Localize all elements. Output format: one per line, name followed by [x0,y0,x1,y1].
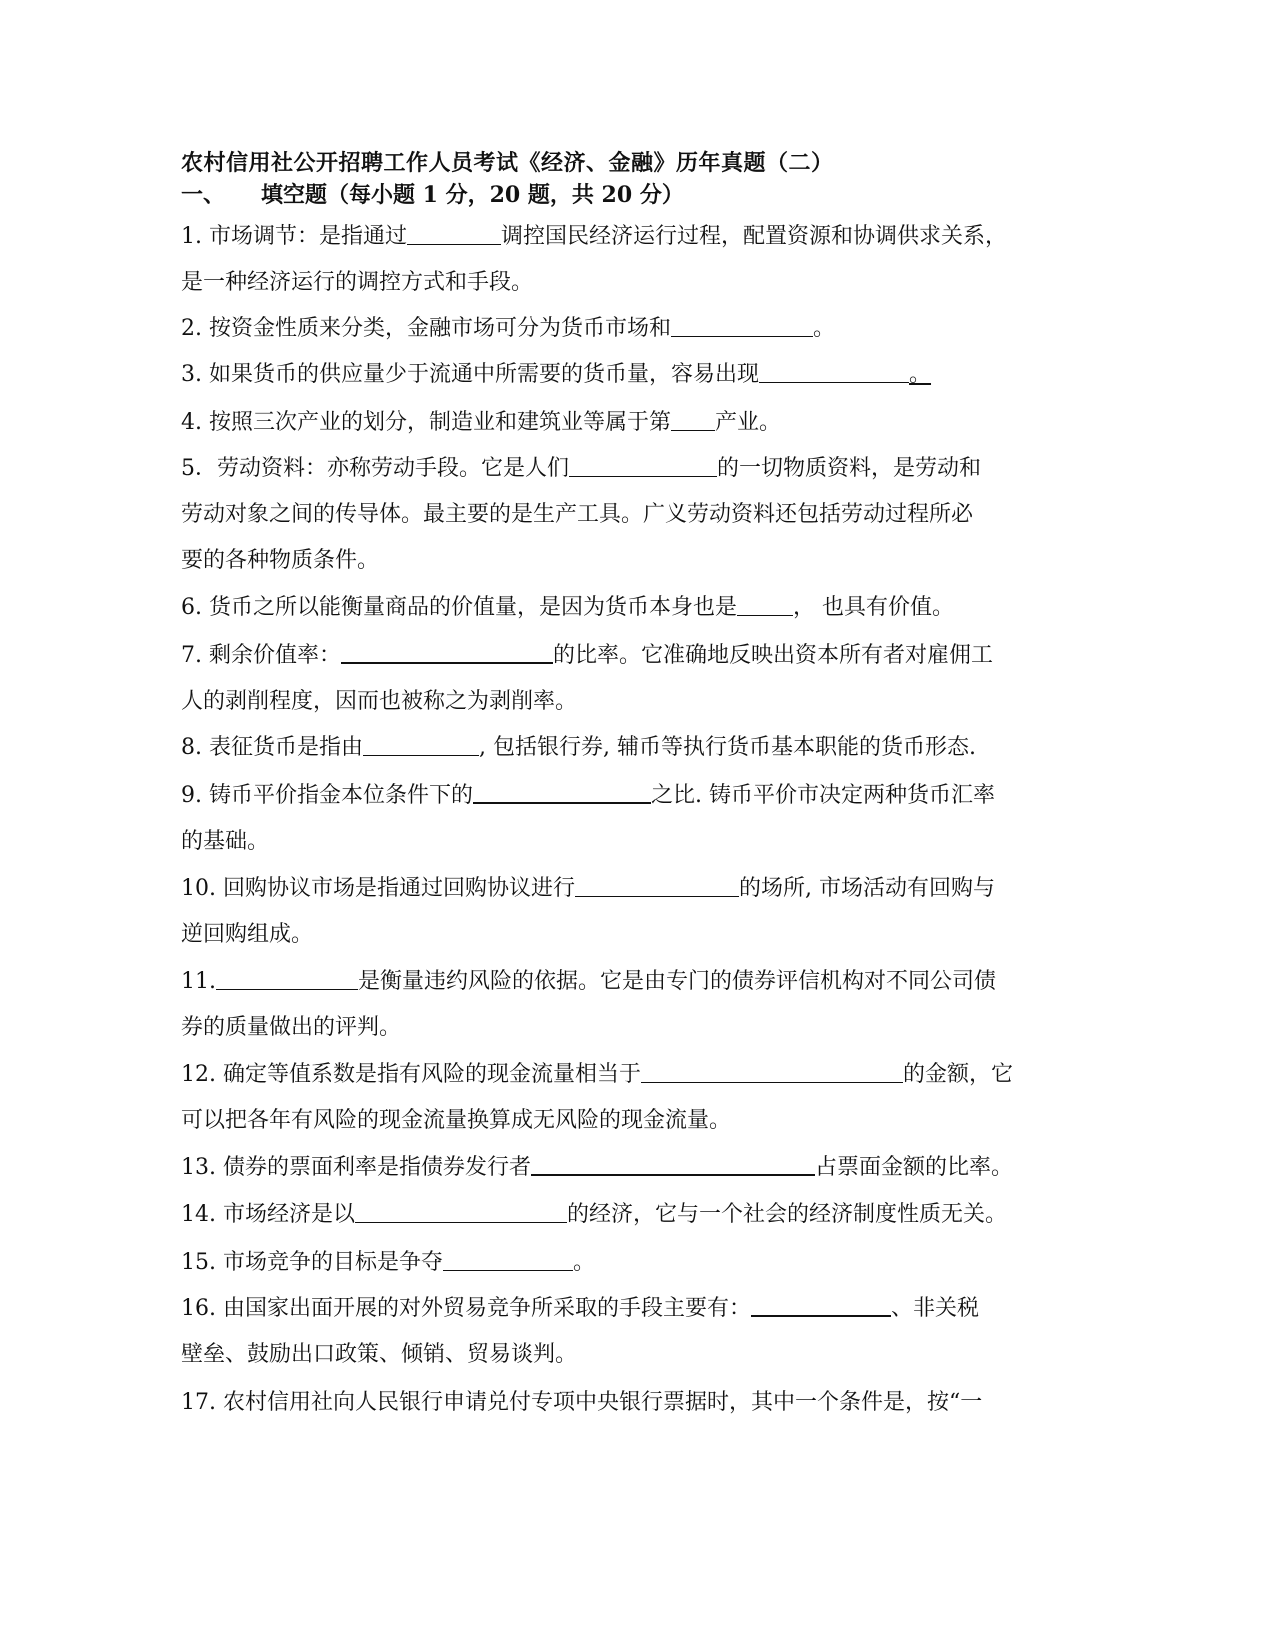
question-text: 券的质量做出的评判。 [181,1015,402,1040]
question-8 [181,725,1061,771]
answer-blank [575,874,739,897]
answer-blank [363,733,479,756]
question-text: 的基础。 [181,829,270,854]
question-text: 是衡量违约风险的依据。它是由专门的债券评信机构对不同公司债 [358,969,997,994]
question-text: 17. 农村信用社向人民银行申请兑付专项中央银行票据时，其中一个条件是，按“一 [181,1390,983,1415]
question-2 [181,306,1061,352]
answer-blank [751,1293,891,1317]
section-title: 填空题（每小题 1 分，20 题，共 20 分） [261,182,684,208]
question-text: 10. 回购协议市场是指通过回购协议进行 [181,876,575,901]
question-text: 逆回购组成。 [181,922,314,947]
question-text: 要的各种物质条件。 [181,548,380,573]
question-11 [181,959,1061,1051]
question-text: 7. 剩余价值率： [181,643,341,668]
question-text: 。 [909,362,932,387]
question-text: 14. 市场经济是以 [181,1202,355,1227]
answer-blank [341,640,553,664]
question-9 [181,773,1061,865]
question-text: 人的剥削程度，因而也被称之为剥削率。 [181,689,578,714]
question-1 [181,214,1061,306]
question-text: 。 [572,1250,595,1275]
answer-blank [407,222,501,245]
question-text: 劳动对象之间的传导体。最主要的是生产工具。广义劳动资料还包括劳动过程所必 [181,502,974,527]
question-16 [181,1286,1061,1378]
question-text: 13. 债券的票面利率是指债券发行者 [181,1155,531,1180]
answer-blank [759,360,909,383]
question-text: 是一种经济运行的调控方式和手段。 [181,270,534,295]
question-text: 之比. 铸币平价市决定两种货币汇率 [650,783,995,808]
question-text: 的场所, 市场活动有回购与 [738,876,995,901]
question-text: 产业。 [715,410,782,435]
question-text: 12. 确定等值系数是指有风险的现金流量相当于 [181,1062,641,1087]
question-12 [181,1052,1061,1144]
question-text: 16. 由国家出面开展的对外贸易竞争所采取的手段主要有： [181,1296,751,1321]
answer-blank [531,1152,815,1176]
question-5 [181,446,1061,584]
question-15 [181,1240,1061,1286]
question-text: 2. 按资金性质来分类，金融市场可分为货币市场和 [181,316,671,341]
question-text: 可以把各年有风险的现金流量换算成无风险的现金流量。 [181,1108,732,1133]
question-4 [181,400,1061,446]
section-number: 一、 [181,182,226,208]
answer-blank [355,1200,567,1223]
question-text: 11. [181,969,216,994]
section-heading [181,178,684,209]
question-13 [181,1145,1061,1191]
question-text: 6. 货币之所以能衡量商品的价值量，是因为货币本身也是 [181,595,737,620]
answer-blank [671,314,813,337]
question-text: 、非关税 [890,1296,979,1321]
question-text: 的金额，它 [902,1062,1013,1087]
answer-blank [569,454,717,477]
question-text: 8. 表征货币是指由 [181,735,363,760]
answer-blank [473,780,651,804]
question-text: ， 也具有价值。 [793,595,954,620]
question-3 [181,352,1061,398]
question-6 [181,585,1061,631]
question-7 [181,633,1061,725]
question-text: 9. 铸币平价指金本位条件下的 [181,783,473,808]
question-text: 占票面金额的比率。 [814,1155,1013,1180]
answer-blank [737,593,793,616]
question-17 [181,1380,1061,1426]
question-text: 5．劳动资料：亦称劳动手段。它是人们 [181,456,569,481]
answer-blank [671,408,715,431]
question-text: 4. 按照三次产业的划分，制造业和建筑业等属于第 [181,410,671,435]
question-10 [181,866,1061,958]
question-text: , 包括银行券, 辅币等执行货币基本职能的货币形态. [478,735,976,760]
question-text: 15. 市场竞争的目标是争夺 [181,1250,443,1275]
question-text: 的一切物质资料，是劳动和 [717,456,982,481]
question-text: 的经济，它与一个社会的经济制度性质无关。 [566,1202,1007,1227]
question-text: 调控国民经济运行过程，配置资源和协调供求关系， [500,224,1007,249]
answer-blank [443,1248,573,1271]
question-text: 壁垒、鼓励出口政策、倾销、贸易谈判。 [181,1342,578,1367]
answer-blank [216,967,358,990]
question-14 [181,1192,1061,1238]
question-text: 3. 如果货币的供应量少于流通中所需要的货币量，容易出现 [181,362,759,387]
document-title: 农村信用社公开招聘工作人员考试《经济、金融》历年真题（二） [181,150,834,176]
question-text: 的比率。它准确地反映出资本所有者对雇佣工 [552,643,993,668]
question-text: 1. 市场调节：是指通过 [181,224,407,249]
answer-blank [641,1060,903,1083]
question-text: 。 [813,316,836,341]
